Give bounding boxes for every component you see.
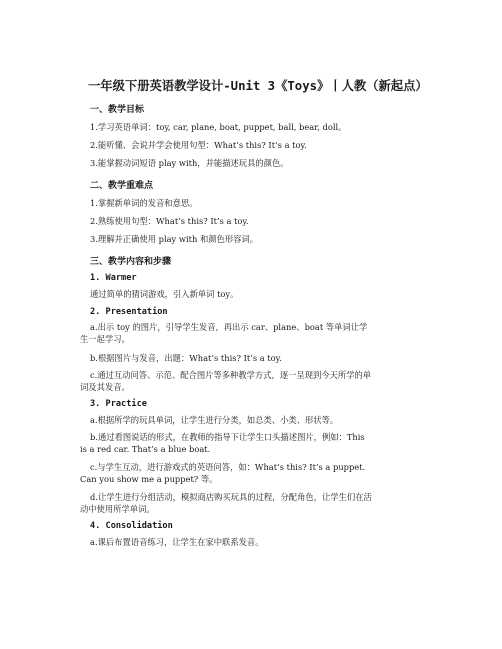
step-title-practice: 3. Practice	[90, 399, 147, 409]
step-title-warmer: 1. Warmer	[90, 273, 137, 283]
section-heading-steps: 三、教学内容和步骤	[90, 257, 172, 267]
key-point-item: 1.掌握新单词的发音和意思。	[90, 198, 198, 208]
objective-item: 3.能掌握动词短语 play with，并能描述玩具的颜色。	[90, 158, 289, 168]
key-point-item: 3.理解并正确使用 play with 和颜色形容词。	[90, 234, 259, 244]
step-title-consolidation: 4. Consolidation	[90, 521, 173, 531]
section-heading-key-points: 二、教学重难点	[90, 181, 154, 191]
section-heading-objectives: 一、教学目标	[90, 105, 145, 115]
step-text: b.根据图片与发音，出题：What’s this? It’s a toy.	[90, 353, 282, 363]
step-paragraph	[80, 431, 452, 455]
step-title-presentation: 2. Presentation	[90, 307, 168, 317]
objective-item: 1.学习英语单词：toy, car, plane, boat, puppet, ball, bear, doll。	[90, 122, 347, 132]
step-line: c.通过互动问答、示范、配合图片等多种教学方式，逐一呈现到今天所学的单	[90, 370, 372, 380]
step-line: c.与学生互动，进行游戏式的英语问答，如：What’s this? It’s a puppet.	[90, 462, 366, 472]
step-line: a.出示 toy 的图片，引导学生发音，再出示 car、plane、boat 等单词让学	[90, 322, 368, 332]
step-text: a.根据所学的玩具单词，让学生进行分类，如总类、小类、形状等。	[90, 415, 339, 425]
objective-item: 2.能听懂、会说并学会使用句型：What’s this? It’s a toy.	[90, 140, 307, 150]
step-line: d.让学生进行分组活动，模拟商店购买玩具的过程，分配角色，让学生们在活	[90, 492, 372, 502]
step-paragraph	[80, 491, 452, 515]
key-point-item: 2.熟练使用句型：What’s this? It’s a toy.	[90, 216, 249, 226]
step-line: Can you show me a puppet? 等。	[80, 474, 218, 484]
step-line: 动中使用所学单词。	[80, 504, 155, 514]
step-line: is a red car. That’s a blue boat.	[80, 444, 211, 454]
step-line: 词及其发音。	[80, 382, 130, 392]
step-text: 通过简单的猜词游戏，引入新单词 toy。	[90, 289, 239, 299]
step-line: 生一起学习。	[80, 334, 130, 344]
step-text: a.课后布置语音练习，让学生在家中联系发音。	[90, 537, 264, 547]
document-title: 一年级下册英语教学设计-Unit 3《Toys》丨人教（新起点）	[88, 79, 428, 93]
step-paragraph	[80, 461, 452, 485]
step-paragraph	[80, 369, 452, 393]
step-paragraph	[80, 321, 452, 345]
step-line: b.通过看图说话的形式，在教师的指导下让学生口头描述图片，例如：This	[90, 432, 365, 442]
